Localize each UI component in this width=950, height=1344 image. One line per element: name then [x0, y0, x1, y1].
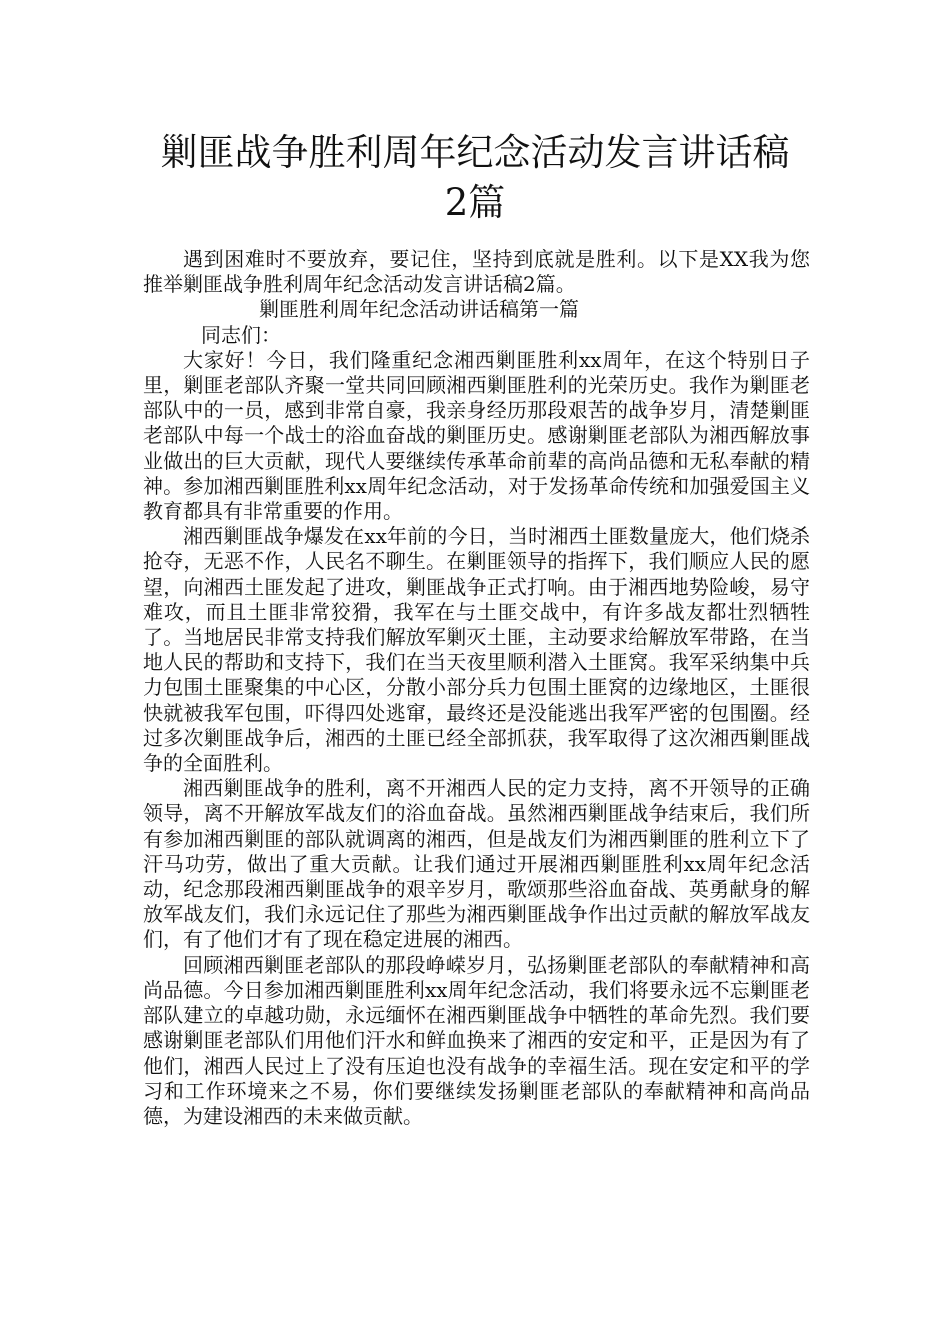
document-title: 剿匪战争胜利周年纪念活动发言讲话稿2篇: [160, 131, 790, 224]
intro-paragraph: 遇到困难时不要放弃，要记住，坚持到底就是胜利。以下是XX我为您推举剿匪战争胜利周年纪念活动发言讲话稿2篇。: [143, 247, 810, 297]
body-paragraph: 湘西剿匪战争的胜利，离不开湘西人民的定力支持，离不开领导的正确领导，离不开解放军战友们的浴血奋战。虽然湘西剿匪战争结束后，我们所有参加湘西剿匪的部队就调离的湘西，但是战友们为湘西剿匪的胜利立下了汗马功劳，做出了重大贡献。让我们通过开展湘西剿匪胜利xx周年纪念活动，纪念那段湘西剿匪战争的艰辛岁月，歌颂那些浴血奋战、英勇献身的解放军战友们，我们永远记住了那些为湘西剿匪战争作出过贡献的解放军战友们，有了他们才有了现在稳定进展的湘西。: [143, 776, 810, 952]
body-paragraph: 湘西剿匪战争爆发在xx年前的今日，当时湘西土匪数量庞大，他们烧杀抢夺，无恶不作，人民名不聊生。在剿匪领导的指挥下，我们顺应人民的愿望，向湘西土匪发起了进攻，剿匪战争正式打响。由于湘西地势险峻，易守难攻，而且土匪非常狡猾，我军在与土匪交战中，有许多战友都壮烈牺牲了。当地居民非常支持我们解放军剿灭土匪，主动要求给解放军带路，在当地人民的帮助和支持下，我们在当天夜里顺利潜入土匪窝。我军采纳集中兵力包围土匪聚集的中心区，分散小部分兵力包围土匪窝的边缘地区，土匪很快就被我军包围，吓得四处逃窜，最终还是没能逃出我军严密的包围圈。经过多次剿匪战争后，湘西的土匪已经全部抓获，我军取得了这次湘西剿匪战争的全面胜利。: [143, 524, 810, 776]
salutation: 同志们：: [201, 322, 281, 347]
body-paragraph: 回顾湘西剿匪老部队的那段峥嵘岁月，弘扬剿匪老部队的奉献精神和高尚品德。今日参加湘西剿匪胜利xx周年纪念活动，我们将要永远不忘剿匪老部队建立的卓越功勋，永远缅怀在湘西剿匪战争中牺牲的革命先烈。我们要感谢剿匪老部队们用他们汗水和鲜血换来了湘西的安定和平，正是因为有了他们，湘西人民过上了没有压迫也没有战争的幸福生活。现在安定和平的学习和工作环境来之不易，你们要继续发扬剿匪老部队的奉献精神和高尚品德，为建设湘西的未来做贡献。: [143, 952, 810, 1128]
body-paragraph: 大家好！今日，我们隆重纪念湘西剿匪胜利xx周年，在这个特别日子里，剿匪老部队齐聚一堂共同回顾湘西剿匪胜利的光荣历史。我作为剿匪老部队中的一员，感到非常自豪，我亲身经历那段艰苦的战争岁月，清楚剿匪老部队中每一个战士的浴血奋战的剿匪历史。感谢剿匪老部队为湘西解放事业做出的巨大贡献，现代人要继续传承革命前辈的高尚品德和无私奉献的精神。参加湘西剿匪胜利xx周年纪念活动，对于发扬革命传统和加强爱国主义教育都具有非常重要的作用。: [143, 347, 810, 524]
section-heading: 剿匪胜利周年纪念活动讲话稿第一篇: [259, 297, 579, 322]
document-body: [143, 247, 810, 1129]
